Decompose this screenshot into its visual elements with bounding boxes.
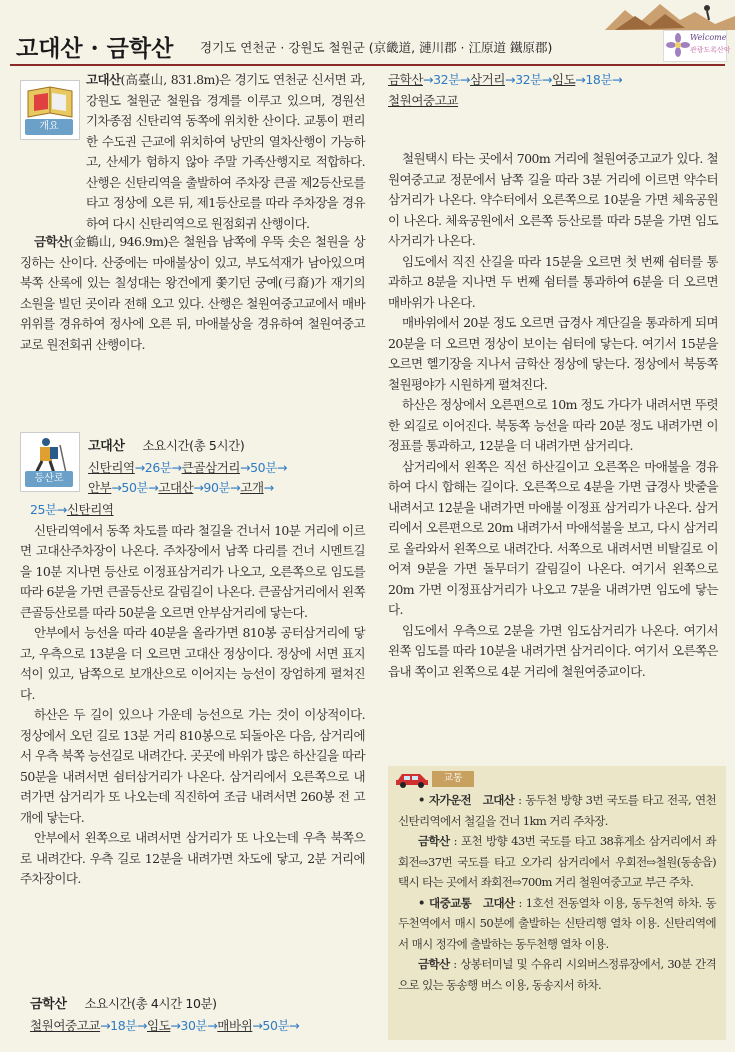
geumhaksan-paragraph-6: 임도에서 우측으로 2분을 가면 임도삼거리가 나온다. 여기서 왼쪽 임도를 따라 10분을 내려가면 삼거리이다. 여기서 오른쪽은 읍내 쪽이고 왼쪽으로 4분 거리에 철원여중교이다. <box>388 622 718 679</box>
geumhaksan-route-1: 철원여중고교→18분→임도→30분→매바위→50분→ <box>30 1017 300 1033</box>
godaesan-header <box>88 436 368 499</box>
overview-paragraph-1-head <box>86 70 365 234</box>
welcome-text: Welcome <box>690 33 727 42</box>
overview-paragraph-1: (高臺山, 831.8m)은 경기도 연천군 신서면 과, 강원도 철원군 철원읍 경계를 이루고 있으며, 경원선 기차종점 신탄리역 동쪽에 위치한 산이다. 교통이 편리한 수도권 근교에 위치하여 낭만의 열차산행이 가능하고, 산세가 험하지 않아 주말 가족산행지로 적합하다. 산행은 신탄리역을 출발하여 주차장 큰골 제2등산로를 타고 정상에 오른 뒤, 제1등산로를 따라 주차장을 경유하여 다시 신탄리역으로 원점회귀 산행이다. <box>86 72 365 231</box>
godaesan-paragraph-1: 신탄리역에서 동쪽 차도를 따라 철길을 건너서 10분 거리에 이르면 고대산주차장이 나온다. 주차장에서 남쪽 다리를 건너 시멘트길을 10분 지나면 등산로 이정표삼거리가 나오고, 오른쪽으로 임도를 따라 6분을 가면 큰골등산로 갈림길이 나온다. 큰골삼거리에서 왼쪽 큰골등산로를 따라 50분을 오르면 안부삼거리에 닿는다. <box>20 522 365 620</box>
geumhaksan-paragraph-5: 삼거리에서 왼쪽은 직선 하산길이고 오른쪽은 마애불을 경유하여 다시 합해는 길이다. 오른쪽으로 4분을 가면 급경사 밧줄을 내려서고 12분을 내려가면 마애불 이정표 삼거리가 나온다. 삼거리에서 오른편으로 20m 내려가서 마애석불을 보고, 다시 삼거리로 올라와서 왼쪽으로 내려간다. 서쪽으로 내려서면 비탈길로 이어져 9분을 가면 돌무더기 갈림길이 나온다. 여기서 왼쪽으로 20m 가면 이정표삼거리가 나오고 7분을 내려가면 임도에 닿는다. <box>388 458 718 617</box>
traffic-box <box>388 766 726 1040</box>
hiking-icon-box <box>20 432 80 492</box>
page-header <box>0 0 735 62</box>
godaesan-body <box>20 500 365 890</box>
hiker-icon <box>22 435 78 475</box>
godaesan-paragraph-2: 안부에서 능선을 따라 40분을 올라가면 810봉 공터삼거리에 닿고, 우측으로 13분을 더 오르면 고대산 정상이다. 정상에 서면 표지석이 있고, 남쪽으로 보개산으로 이어지는 능선이 장엄하게 펼쳐진다. <box>20 625 365 702</box>
overview-paragraph-2: 금학산(金鶴山, 946.9m)은 철원읍 남쪽에 우뚝 솟은 철원을 상징하는 산이다. 산중에는 마애불상이 있고, 부도석재가 남아있으며 북쪽 산록에 있는 칠성대는 왕건에게 쫓기던 궁예(弓裔)가 재기의 소원을 빌던 곳이라 전해 오고 있다. 산행은 철원여중고교에서 매바위위를 경유하여 정사에 오른 뒤, 마애불상을 경유하여 철원여중고교로 원전회귀 산행이다. <box>20 234 365 352</box>
page-title: 고대산 · 금학산 <box>16 35 174 62</box>
flower-icon <box>666 33 690 57</box>
traffic-label: 교통 <box>432 771 474 787</box>
page-subtitle: 경기도 연천군 · 강원도 철원군 (京畿道, 漣川郡 · 江原道 鐵原郡) <box>200 40 553 55</box>
car-godaesan: • 자가운전 고대산 : 동두천 방향 3번 국도를 타고 전곡, 연천 신탄리역에서 철길을 건너 1km 거리 주차장. <box>398 793 717 828</box>
godaesan-route-1: 신탄리역→26분→큰골삼거리→50분→ <box>88 459 287 475</box>
geumhaksan-paragraph-1: 철원택시 타는 곳에서 700m 거리에 철원여중고교가 있다. 철원여중고교 정문에서 남쪽 길을 따라 3분 거리에 이르면 약수터삼거리가 나온다. 약수터에서 오른쪽으로 10분을 가면 체육공원이 나온다. 체육공원에서 오른쪽 등산로를 따라 5분을 가면 임도사거리가 나온다. <box>388 151 718 248</box>
header-divider <box>10 64 725 66</box>
overview-label: 개요 <box>25 119 73 135</box>
public-geumhaksan: 금학산 : 상봉터미널 및 수유리 시외버스정류장에서, 30분 간격으로 있는 동송행 버스 이용, 동송지서 하차. <box>398 957 716 992</box>
geumhaksan-time: 소요시간(총 4시간 10분) <box>84 996 217 1011</box>
godaesan-title: 고대산 <box>88 439 125 454</box>
welcome-badge <box>663 30 731 62</box>
godaesan-route-3: 25분→신탄리역 <box>30 502 114 517</box>
godaesan-route-2: 안부→50분→고대산→90분→고개→ <box>88 480 274 495</box>
geumhaksan-route-3: 철원여중고교 <box>388 92 459 108</box>
geumhaksan-paragraph-4: 하산은 정상에서 오른편으로 10m 정도 가다가 내려서면 뚜렷한 외길로 이어진다. 북동쪽 능선을 따라 20분 정도 내려가면 이정표를 통과하고, 12분을 더 내려가면 삼거리다. <box>388 397 718 453</box>
public-godaesan: • 대중교통 고대산 : 1호선 전동열차 이용, 동두천역 하차. 동두천역에서 매시 50분에 출발하는 신탄리행 열차 이용. 신탄리역에서 매시 정각에 출발하는 동두천행 열차 이용. <box>398 895 716 951</box>
left-column <box>20 70 365 355</box>
right-column <box>388 70 718 682</box>
car-geumhaksan: 금학산 : 포천 방향 43번 국도를 타고 38휴게소 삼거리에서 좌회전⇨37번 국도를 타고 오가리 삼거리에서 우회전⇨철원(동송읍) 택시 타는 곳에서 좌회전⇨700m 거리 철원여중고교 부근 주차. <box>398 834 716 889</box>
geumhaksan-header <box>30 994 370 1036</box>
godaesan-paragraph-4: 안부에서 왼쪽으로 내려서면 삼거리가 또 나오는데 우측 북쪽으로 내려간다. 우측 길로 12분을 내려가면 차도에 닿고, 2분 거리에 주차장이다. <box>20 830 365 886</box>
car-icon <box>394 770 430 788</box>
geumhaksan-title: 금학산 <box>30 997 67 1012</box>
trail-label: 등산로 <box>25 471 73 487</box>
geumhaksan-paragraph-3: 매바위에서 20분 정도 오르면 급경사 계단길을 통과하게 되며 20분을 더 오르면 정상이 보이는 쉼터에 닿는다. 여기서 15분을 오르면 헬기장을 지나서 금학산 정상에 닿는다. 정상에서 북동쪽 철원평야가 시원하게 펼쳐진다. <box>388 315 718 392</box>
geumhaksan-paragraph-2: 임도에서 직진 산길을 따라 15분을 오르면 첫 번째 쉼터를 통과하고 8분을 지나면 두 번째 쉼터를 통과하여 6분을 더 오르면 매바위가 나온다. <box>388 253 718 310</box>
geumhaksan-route-2: 금학산→32분→삼거리→32분→임도→18분→ <box>388 72 623 87</box>
godaesan-term: 고대산 <box>86 72 121 87</box>
geumhaksan-term: 금학산 <box>34 234 69 249</box>
mountain-decoration-icon <box>605 0 735 30</box>
godaesan-paragraph-3: 하산은 두 길이 있으나 가운데 능선으로 가는 것이 이상적이다. 정상에서 오던 길로 13분 거리 810봉으로 되돌아온 다음, 삼거리에서 우측 북쪽 능선길로 내려간다. 곳곳에 바위가 많은 하산길을 따라 50분을 내려서면 쉼터삼거리가 나온다. 삼거리에서 오른쪽으로 내려가면 삼거리가 또 나오는데 직진하여 조금 내려서면 260봉 전 고개에 닿는다. <box>20 707 365 825</box>
welcome-subtext: 관광도록산악 <box>690 46 731 54</box>
godaesan-time: 소요시간(총 5시간) <box>142 438 245 453</box>
